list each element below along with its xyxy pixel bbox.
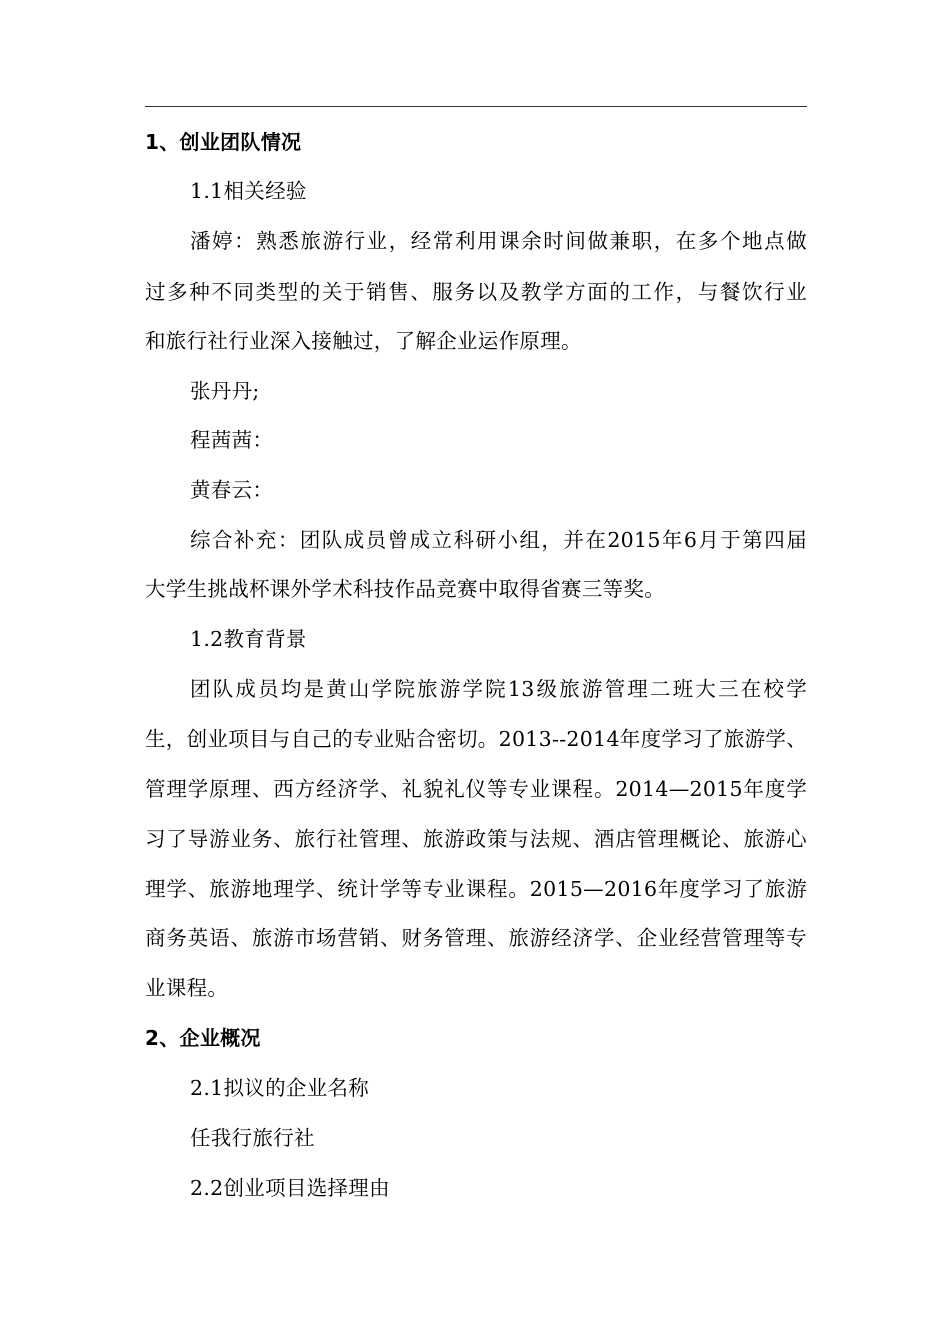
- paragraph-line: 潘婷：熟悉旅游行业，经常利用课余时间做兼职，在多个地点做: [190, 229, 807, 253]
- paragraph-line: 过多种不同类型的关于销售、服务以及教学方面的工作，与餐饮行业: [145, 280, 807, 304]
- company-name: 任我行旅行社: [190, 1126, 315, 1150]
- paragraph-line: 管理学原理、西方经济学、礼貌礼仪等专业课程。2014—2015年度学: [145, 777, 807, 801]
- team-member: 张丹丹;: [190, 379, 260, 403]
- paragraph-line: 理学、旅游地理学、统计学等专业课程。2015—2016年度学习了旅游: [145, 877, 807, 901]
- paragraph-line: 商务英语、旅游市场营销、财务管理、旅游经济学、企业经营管理等专: [145, 926, 807, 950]
- paragraph-line: 综合补充：团队成员曾成立科研小组，并在2015年6月于第四届: [190, 528, 807, 552]
- subsection-title-2-1: 2.1拟议的企业名称: [190, 1076, 370, 1100]
- paragraph-line: 习了导游业务、旅行社管理、旅游政策与法规、酒店管理概论、旅游心: [145, 827, 807, 851]
- subsection-title-1-2: 1.2教育背景: [190, 627, 307, 651]
- section-heading-1: 1、创业团队情况: [145, 130, 302, 154]
- subsection-title-2-2: 2.2创业项目选择理由: [190, 1176, 390, 1200]
- subsection-title-1-1: 1.1相关经验: [190, 179, 307, 203]
- team-member: 黄春云：: [190, 478, 274, 502]
- header-rule: [145, 106, 807, 107]
- section-heading-2: 2、企业概况: [145, 1026, 261, 1050]
- paragraph-line: 大学生挑战杯课外学术科技作品竞赛中取得省赛三等奖。: [145, 577, 665, 601]
- paragraph-line: 生，创业项目与自己的专业贴合密切。2013--2014年度学习了旅游学、: [145, 727, 807, 751]
- paragraph-line: 和旅行社行业深入接触过，了解企业运作原理。: [145, 329, 582, 353]
- paragraph-line: 业课程。: [145, 976, 229, 1000]
- team-member: 程茜茜：: [190, 428, 274, 452]
- paragraph-line: 团队成员均是黄山学院旅游学院13级旅游管理二班大三在校学: [190, 677, 807, 701]
